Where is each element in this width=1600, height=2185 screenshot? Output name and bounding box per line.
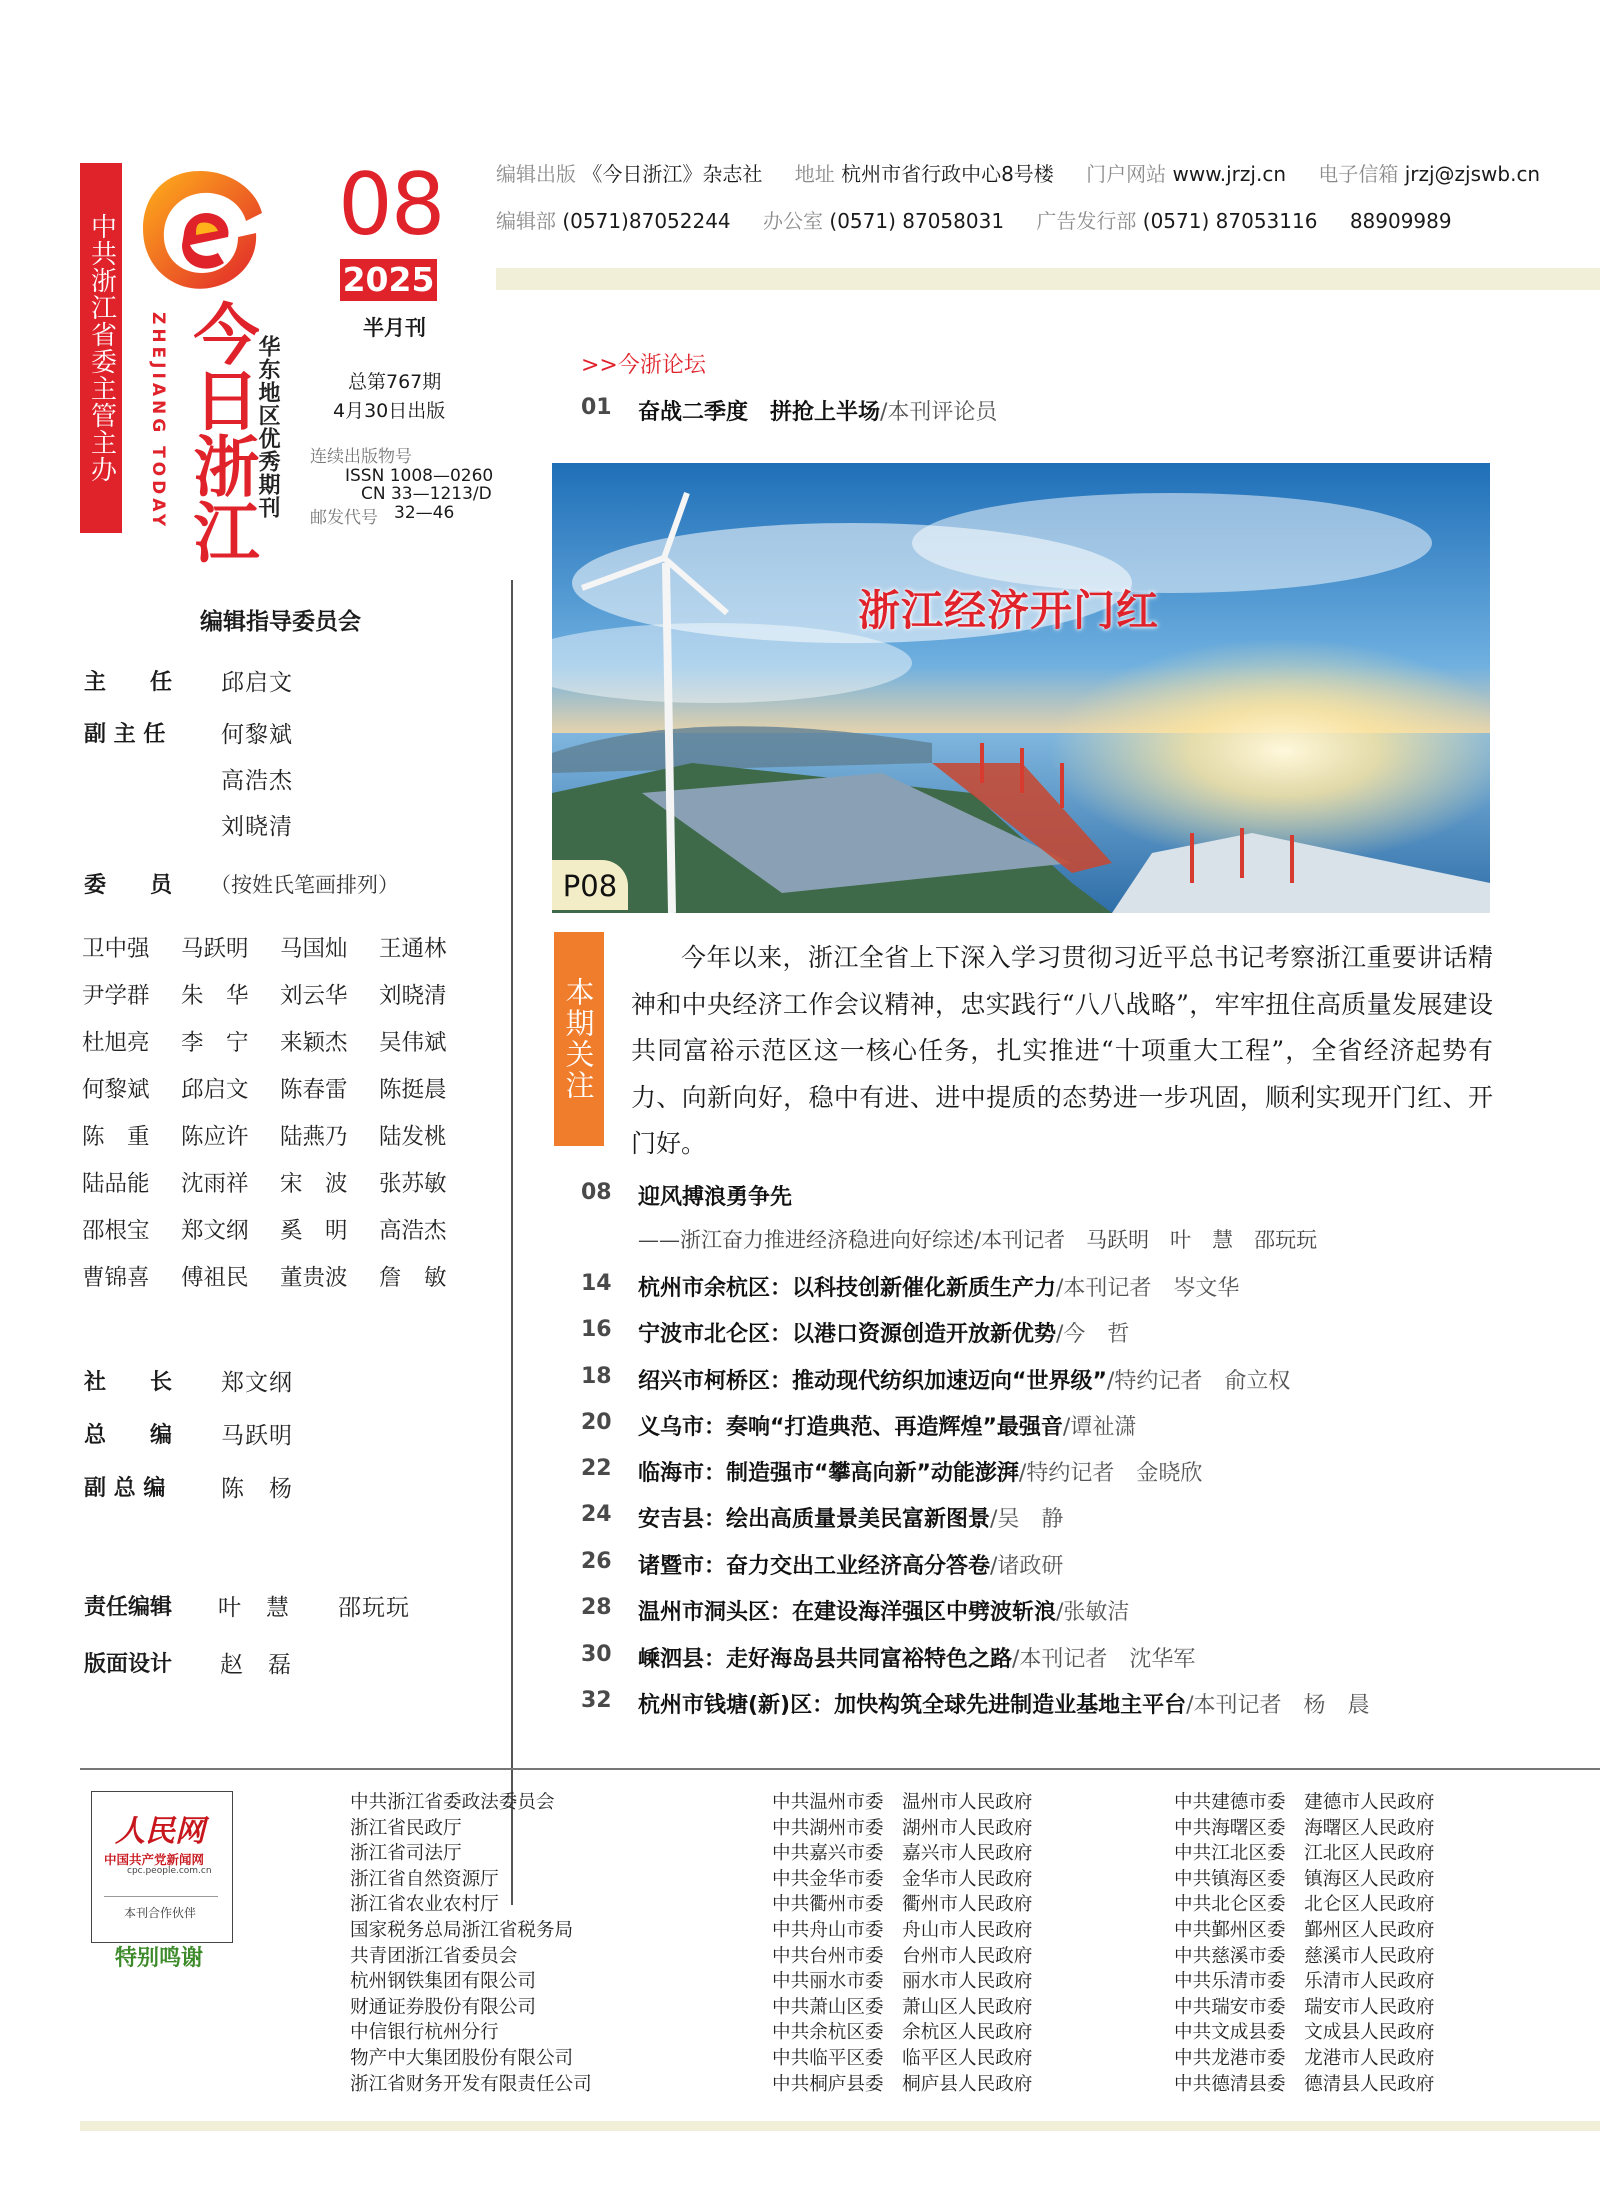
- serial-number: 总第767期: [348, 371, 442, 393]
- thanks-org: 浙江省财务开发有限责任公司: [350, 2073, 592, 2095]
- thanks-org: 中共台州市委 台州市人民政府: [772, 1945, 1033, 1967]
- email-link[interactable]: jrzj@zjswb.cn: [1404, 162, 1541, 186]
- thanks-org: 中共江北区委 江北区人民政府: [1174, 1843, 1435, 1865]
- toc-author: /谭祉潇: [1062, 1415, 1137, 1440]
- thanks-org: 中共文成县委 文成县人民政府: [1174, 2022, 1435, 2044]
- thanks-org: 中共龙港市委 龙港市人民政府: [1174, 2047, 1435, 2069]
- sponsor-text: 中共浙江省委主管主办: [86, 213, 117, 483]
- forum-article-link[interactable]: [638, 395, 997, 426]
- thanks-org: 中共金华市委 金华市人民政府: [772, 1868, 1033, 1890]
- members-grid: [82, 932, 478, 1295]
- chief-role: 总 编: [84, 1423, 173, 1448]
- toc-item[interactable]: [638, 1688, 1370, 1719]
- ad-phone-2: 88909989: [1349, 209, 1452, 233]
- deputy-chief-name: 陈 杨: [221, 1476, 293, 1502]
- focus-summary: 今年以来，浙江全省上下深入学习贯彻习近平总书记考察浙江重要讲话精神和中央经济工作会议精神，忠实践行“八八战略”，牢牢扭住高质量发展建设共同富裕示范区这一核心任务，扎实推进“十项重大工程”，全省经济起势有力、向新向好，稳中有进、进中提质的态势进一步巩固，顺利实现开门红、开门好。: [631, 943, 1493, 1158]
- thanks-org: 国家税务总局浙江省税务局: [350, 1919, 574, 1941]
- member-name: 邵根宝: [82, 1218, 150, 1244]
- member-name: 李 宁: [181, 1030, 249, 1056]
- sponsor-banner: [80, 163, 122, 533]
- president-role: 社 长: [84, 1370, 173, 1395]
- committee-title: 编辑指导委员会: [200, 609, 361, 635]
- member-name: 刘晓清: [379, 983, 447, 1009]
- cover-photo-port-wind-turbine: [552, 463, 1490, 913]
- member-name: 吴伟斌: [379, 1030, 447, 1056]
- toc-title: 嵊泗县：走好海岛县共同富裕特色之路: [638, 1647, 1013, 1672]
- thanks-org: 中信银行杭州分行: [350, 2022, 499, 2044]
- deputy-role: 副 主 任: [84, 722, 166, 747]
- member-name: 陈 重: [82, 1124, 150, 1150]
- section-divider: [80, 1768, 1600, 1770]
- chief-name: 马跃明: [221, 1423, 293, 1449]
- forum-author: /本刊评论员: [880, 400, 998, 425]
- toc-title: 杭州市余杭区：以科技创新催化新质生产力: [638, 1276, 1057, 1301]
- thanks-org: 中共桐庐县委 桐庐县人民政府: [772, 2073, 1033, 2095]
- magazine-logo-icon: [130, 163, 270, 313]
- partner-logo: 人民网: [115, 1814, 205, 1849]
- member-name: 尹学群: [82, 983, 150, 1009]
- members-note: （按姓氏笔画排列）: [210, 873, 399, 897]
- toc-item[interactable]: [638, 1502, 1063, 1533]
- thanks-org: 浙江省司法厅: [350, 1843, 462, 1865]
- focus-label-box: [554, 932, 604, 1146]
- toc-title: 诸暨市：奋力交出工业经济高分答卷: [638, 1554, 991, 1579]
- member-name: 高浩杰: [379, 1218, 447, 1244]
- ad-label: 广告发行部: [1036, 209, 1137, 233]
- member-name: 何黎斌: [82, 1077, 150, 1103]
- toc-page-number: 20: [581, 1410, 612, 1435]
- toc-page-number: 08: [581, 1180, 612, 1205]
- designer-name: 赵 磊: [220, 1652, 292, 1678]
- toc-page-number: 18: [581, 1364, 612, 1389]
- director-role: 主 任: [84, 670, 173, 695]
- member-name: 宋 波: [280, 1171, 348, 1197]
- issn: ISSN 1008—0260: [345, 466, 494, 486]
- toc-page-number: 22: [581, 1456, 612, 1481]
- forum-label: >>今浙论坛: [581, 353, 706, 378]
- members-role: 委 员: [84, 873, 173, 898]
- toc-author: /特约记者 俞立权: [1106, 1369, 1291, 1394]
- member-name: 陈春雷: [280, 1077, 348, 1103]
- toc-title: 迎风搏浪勇争先: [638, 1185, 793, 1210]
- designer-role: 版面设计: [84, 1652, 173, 1677]
- editor-names: 叶 慧 邵玩玩: [218, 1595, 410, 1621]
- thanks-org: 中共湖州市委 湖州市人民政府: [772, 1817, 1033, 1839]
- thanks-org: 中共舟山市委 舟山市人民政府: [772, 1919, 1033, 1941]
- thanks-org: 财通证券股份有限公司: [350, 1996, 536, 2018]
- toc-author: /本刊记者 沈华军: [1012, 1647, 1196, 1672]
- thanks-org: 中共鄞州区委 鄞州区人民政府: [1174, 1919, 1435, 1941]
- member-name: 沈雨祥: [181, 1171, 249, 1197]
- thanks-org: 浙江省民政厅: [350, 1817, 462, 1839]
- partner-url: cpc.people.com.cn: [127, 1866, 212, 1876]
- member-name: 陆发桃: [379, 1124, 447, 1150]
- member-name: 詹 敏: [379, 1265, 447, 1291]
- thanks-org: 中共嘉兴市委 嘉兴市人民政府: [772, 1843, 1033, 1865]
- deputy-name: 刘晓清: [221, 814, 293, 840]
- member-name: 奚 明: [280, 1218, 348, 1244]
- toc-page-number: 16: [581, 1317, 612, 1342]
- member-name: 张苏敏: [379, 1171, 447, 1197]
- thanks-org: 杭州钢铁集团有限公司: [350, 1971, 536, 1993]
- toc-item[interactable]: [638, 1549, 1063, 1580]
- member-name: 来颖杰: [280, 1030, 348, 1056]
- thanks-org: 共青团浙江省委员会: [350, 1945, 518, 1967]
- logo-title: 今日浙江: [182, 300, 260, 564]
- editor-role: 责任编辑: [84, 1595, 173, 1620]
- toc-page-number: 26: [581, 1549, 612, 1574]
- toc-item[interactable]: [638, 1271, 1239, 1302]
- thanks-org: 中共余杭区委 余杭区人民政府: [772, 2022, 1033, 2044]
- toc-page-number: 28: [581, 1595, 612, 1620]
- thanks-org: 浙江省自然资源厅: [350, 1868, 499, 1890]
- postal-code-label: 邮发代号: [310, 508, 378, 528]
- deputy-chief-role: 副 总 编: [84, 1476, 166, 1501]
- member-name: 郑文纲: [181, 1218, 249, 1244]
- thanks-org: 中共萧山区委 萧山区人民政府: [772, 1996, 1033, 2018]
- thanks-column-1: [350, 1790, 592, 2097]
- thanks-org: 中共临平区委 临平区人民政府: [772, 2047, 1033, 2069]
- cn-number: CN 33—1213/D: [361, 484, 492, 504]
- office-phone: (0571) 87058031: [829, 209, 1005, 233]
- logo-english: ZHEJIANG TODAY: [148, 312, 168, 531]
- header-band: [496, 268, 1600, 290]
- toc-author: /诸政研: [990, 1554, 1064, 1579]
- toc-item[interactable]: [638, 1317, 1129, 1348]
- toc-author: /本刊记者 岑文华: [1056, 1276, 1240, 1301]
- address-label: 地址: [794, 162, 835, 186]
- thanks-org: 中共镇海区委 镇海区人民政府: [1174, 1868, 1435, 1890]
- member-name: 马跃明: [181, 936, 249, 962]
- office-label: 办公室: [763, 209, 824, 233]
- deputy-name: 高浩杰: [221, 768, 293, 794]
- toc-item[interactable]: [638, 1180, 792, 1211]
- toc-subtitle: ——浙江奋力推进经济稳进向好综述/本刊记者 马跃明 叶 慧 邵玩玩: [638, 1228, 1318, 1252]
- toc-item[interactable]: [638, 1410, 1136, 1441]
- director-name: 邱启文: [221, 670, 293, 696]
- cover-headline: 浙江经济开门红: [858, 586, 1160, 635]
- portal-link[interactable]: www.jrzj.cn: [1172, 162, 1286, 186]
- thanks-org: 物产中大集团股份有限公司: [350, 2047, 574, 2069]
- partner-tagline: 中国共产党新闻网: [104, 1852, 205, 1867]
- member-name: 杜旭亮: [82, 1030, 150, 1056]
- forum-title: 奋战二季度 拼抢上半场: [638, 400, 881, 425]
- member-name: 卫中强: [82, 936, 150, 962]
- thanks-org: 中共慈溪市委 慈溪市人民政府: [1174, 1945, 1435, 1967]
- column-divider: [511, 580, 513, 1905]
- thanks-org: 中共海曙区委 海曙区人民政府: [1174, 1817, 1435, 1839]
- partner-label: 本刊合作伙伴: [124, 1906, 197, 1920]
- toc-title: 义乌市：奏响“打造典范、再造辉煌”最强音: [638, 1415, 1063, 1440]
- partner-rule: [104, 1896, 218, 1897]
- member-name: 陈应许: [181, 1124, 249, 1150]
- toc-item[interactable]: [638, 1595, 1129, 1626]
- thanks-org: 中共瑞安市委 瑞安市人民政府: [1174, 1996, 1435, 2018]
- publish-date: 4月30日出版: [333, 400, 446, 422]
- toc-title: 绍兴市柯桥区：推动现代纺织加速迈向“世界级”: [638, 1369, 1107, 1394]
- member-name: 马国灿: [280, 936, 348, 962]
- member-name: 曹锦喜: [82, 1265, 150, 1291]
- toc-author: /特约记者 金晓欣: [1018, 1461, 1203, 1486]
- member-name: 董贵波: [280, 1265, 348, 1291]
- member-name: 傅祖民: [181, 1265, 249, 1291]
- toc-title: 温州市洞头区：在建设海洋强区中劈波斩浪: [638, 1600, 1057, 1625]
- thanks-org: 中共温州市委 温州市人民政府: [772, 1792, 1033, 1813]
- toc-page-number: 32: [581, 1688, 612, 1713]
- logo-subtitle: 华东地区优秀期刊: [255, 335, 280, 519]
- editorial-label: 编辑部: [496, 209, 556, 233]
- toc-title: 宁波市北仑区：以港口资源创造开放新优势: [638, 1322, 1057, 1347]
- thanks-org: 浙江省农业农村厅: [350, 1894, 499, 1916]
- member-name: 邱启文: [181, 1077, 249, 1103]
- toc-page-number: 30: [581, 1642, 612, 1667]
- president-name: 郑文纲: [221, 1370, 293, 1396]
- member-name: 陆燕乃: [280, 1124, 348, 1150]
- thanks-label: 特别鸣谢: [115, 1945, 204, 1971]
- postal-code: 32—46: [394, 503, 455, 523]
- toc-item[interactable]: [638, 1364, 1290, 1395]
- member-name: 陈挺晨: [379, 1077, 447, 1103]
- issue-year: 2025: [340, 259, 437, 301]
- toc-author: /今 哲: [1056, 1322, 1130, 1347]
- member-name: 陆品能: [82, 1171, 150, 1197]
- contact-line-1: [496, 158, 1558, 187]
- deputy-name: 何黎斌: [221, 722, 293, 748]
- toc-title: 临海市：制造强市“攀高向新”动能澎湃: [638, 1461, 1019, 1486]
- thanks-org: 中共衢州市委 衢州市人民政府: [772, 1894, 1033, 1916]
- forum-page-number: 01: [581, 395, 612, 420]
- contact-line-2: [496, 205, 1478, 234]
- email-label: 电子信箱: [1318, 162, 1399, 186]
- frequency: 半月刊: [363, 316, 426, 340]
- thanks-org: 中共乐清市委 乐清市人民政府: [1174, 1971, 1435, 1993]
- publisher: 《今日浙江》杂志社: [582, 162, 763, 186]
- toc-author: /本刊记者 杨 晨: [1186, 1693, 1370, 1718]
- toc-title: 安吉县：绘出高质量景美民富新图景: [638, 1507, 991, 1532]
- toc-page-number: 14: [581, 1271, 612, 1296]
- thanks-column-2: [772, 1790, 1032, 2097]
- focus-label: 本期关注: [561, 977, 596, 1101]
- thanks-org: 中共德清县委 德清县人民政府: [1174, 2073, 1435, 2095]
- thanks-org: 中共浙江省委政法委员会: [350, 1792, 555, 1813]
- portal-label: 门户网站: [1086, 162, 1167, 186]
- thanks-org: 中共丽水市委 丽水市人民政府: [772, 1971, 1033, 1993]
- address: 杭州市省行政中心8号楼: [841, 162, 1054, 186]
- thanks-org: 中共建德市委 建德市人民政府: [1174, 1792, 1435, 1813]
- issue-number: 08: [338, 155, 444, 255]
- member-name: 刘云华: [280, 983, 348, 1009]
- toc-author: /吴 静: [990, 1507, 1064, 1532]
- toc-title: 杭州市钱塘(新)区：加快构筑全球先进制造业基地主平台: [638, 1693, 1187, 1718]
- toc-page-number: 24: [581, 1502, 612, 1527]
- member-name: 朱 华: [181, 983, 249, 1009]
- member-name: 王通林: [379, 936, 447, 962]
- publisher-label: 编辑出版: [496, 162, 576, 186]
- serial-pub-label: 连续出版物号: [310, 447, 412, 467]
- editorial-phone: (0571)87052244: [562, 209, 731, 233]
- toc-item[interactable]: [638, 1642, 1195, 1673]
- footer-band: [80, 2121, 1600, 2131]
- toc-item[interactable]: [638, 1456, 1202, 1487]
- thanks-org: 中共北仑区委 北仑区人民政府: [1174, 1894, 1435, 1916]
- thanks-column-3: [1174, 1790, 1434, 2097]
- toc-author: /张敏洁: [1056, 1600, 1130, 1625]
- ad-phone: (0571) 87053116: [1142, 209, 1318, 233]
- page-tag: P08: [552, 860, 628, 910]
